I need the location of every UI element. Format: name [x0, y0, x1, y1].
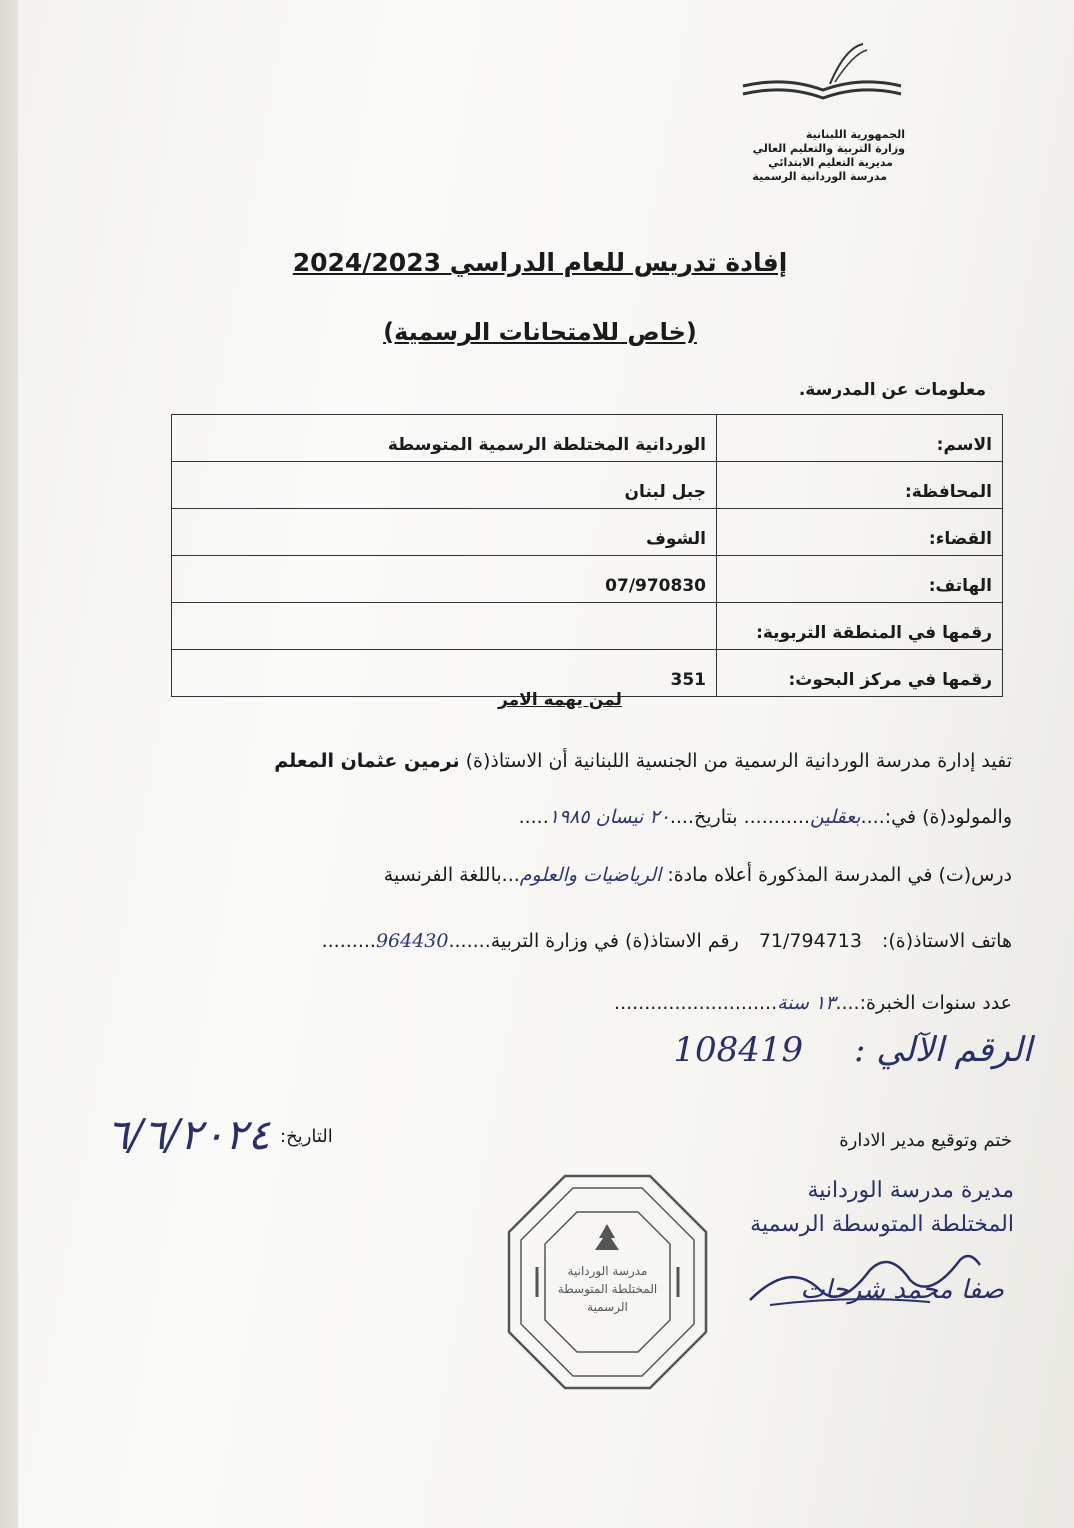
- edu-zone-value: [172, 603, 717, 650]
- table-row: [172, 509, 1003, 556]
- document-title: إفادة تدريس للعام الدراسي 2024/2023: [292, 248, 788, 277]
- table-row: [172, 415, 1003, 462]
- ministry-number: 964430: [375, 930, 449, 952]
- phone-label: الهاتف:: [717, 556, 1003, 603]
- teacher-name: نرمين عثمان المعلم: [274, 750, 460, 772]
- governorate-label: المحافظة:: [717, 462, 1003, 509]
- body-line-4: هاتف الاستاذ(ة): 71/794713 رقم الاستاذ(ة) في وزارة التربية.......964430.........: [321, 930, 1012, 952]
- table-row: [172, 462, 1003, 509]
- district-value: الشوف: [172, 509, 717, 556]
- date-label: التاريخ:: [280, 1126, 333, 1147]
- district-label: القضاء:: [717, 509, 1003, 556]
- logo-school: مدرسة الوردانية الرسمية: [752, 170, 887, 183]
- body-line-2: والمولود(ة) في:....بعقلين........... بتاريخ....٢٠ نيسان ١٩٨٥.....: [518, 806, 1012, 828]
- born-label: والمولود(ة) في:: [884, 806, 1012, 828]
- ministry-number-label: رقم الاستاذ(ة) في وزارة التربية: [490, 930, 739, 952]
- experience-label: عدد سنوات الخبرة:: [859, 992, 1012, 1014]
- stamp-line-3: الرسمية: [587, 1300, 628, 1314]
- date-label: بتاريخ: [693, 806, 738, 828]
- document-subtitle: (خاص للامتحانات الرسمية): [383, 318, 697, 346]
- stamp-line-1: مدرسة الوردانية: [567, 1264, 648, 1278]
- table-row: [172, 556, 1003, 603]
- to-whom-heading: لمن يهمه الامر: [498, 690, 622, 710]
- digital-number-line: [673, 1030, 1032, 1070]
- line3-prefix: درس(ت) في المدرسة المذكورة أعلاه مادة:: [667, 864, 1012, 886]
- experience: ١٣ سنة: [777, 992, 836, 1014]
- research-center-value: 351: [172, 650, 717, 697]
- school-name-label: الاسم:: [717, 415, 1003, 462]
- digital-number: 108419: [673, 1030, 804, 1070]
- digital-number-label: الرقم الآلي :: [853, 1030, 1032, 1070]
- logo-ministry: وزارة التربية والتعليم العالي: [752, 142, 905, 155]
- birth-date: ٢٠ نيسان ١٩٨٥: [548, 806, 670, 828]
- teacher-phone: 71/794713: [758, 930, 862, 952]
- school-info-heading: معلومات عن المدرسة.: [798, 380, 986, 400]
- director-line-1: مديرة مدرسة الوردانية: [807, 1178, 1014, 1203]
- line3-suffix: باللغة الفرنسية: [383, 864, 502, 886]
- signature-label: ختم وتوقيع مدير الادارة: [839, 1130, 1012, 1151]
- school-info-table: [171, 414, 1003, 697]
- logo-republic: الجمهورية اللبنانية: [805, 128, 905, 141]
- body-line-3: درس(ت) في المدرسة المذكورة أعلاه مادة: الرياضيات والعلوم...باللغة الفرنسية: [383, 864, 1012, 886]
- birth-place: بعقلين: [810, 806, 861, 828]
- director-name: صفا محمد شرحات: [800, 1275, 1004, 1305]
- subject: الرياضيات والعلوم: [519, 864, 662, 886]
- body-line-5: عدد سنوات الخبرة:....١٣ سنة...........................: [614, 992, 1012, 1014]
- official-stamp: [505, 1172, 710, 1392]
- body-line-1: [274, 750, 1012, 772]
- ministry-logo: [735, 40, 905, 183]
- stamp-line-2: المختلطة المتوسطة: [557, 1282, 658, 1296]
- teacher-phone-label: هاتف الاستاذ(ة):: [881, 930, 1012, 952]
- date-value: ٦/٦/٢٠٢٤: [106, 1110, 270, 1159]
- governorate-value: جبل لبنان: [172, 462, 717, 509]
- logo-directorate: مديرية التعليم الابتدائي: [768, 156, 893, 169]
- table-row: [172, 603, 1003, 650]
- book-pen-icon: [735, 40, 905, 102]
- director-line-2: المختلطة المتوسطة الرسمية: [750, 1212, 1014, 1237]
- edu-zone-label: رقمها في المنطقة التربوية:: [717, 603, 1003, 650]
- phone-value: 07/970830: [172, 556, 717, 603]
- school-name-value: الوردانية المختلطة الرسمية المتوسطة: [172, 415, 717, 462]
- research-center-label: رقمها في مركز البحوث:: [717, 650, 1003, 697]
- line1-prefix: تفيد إدارة مدرسة الوردانية الرسمية من الجنسية اللبنانية أن الاستاذ(ة): [465, 750, 1012, 772]
